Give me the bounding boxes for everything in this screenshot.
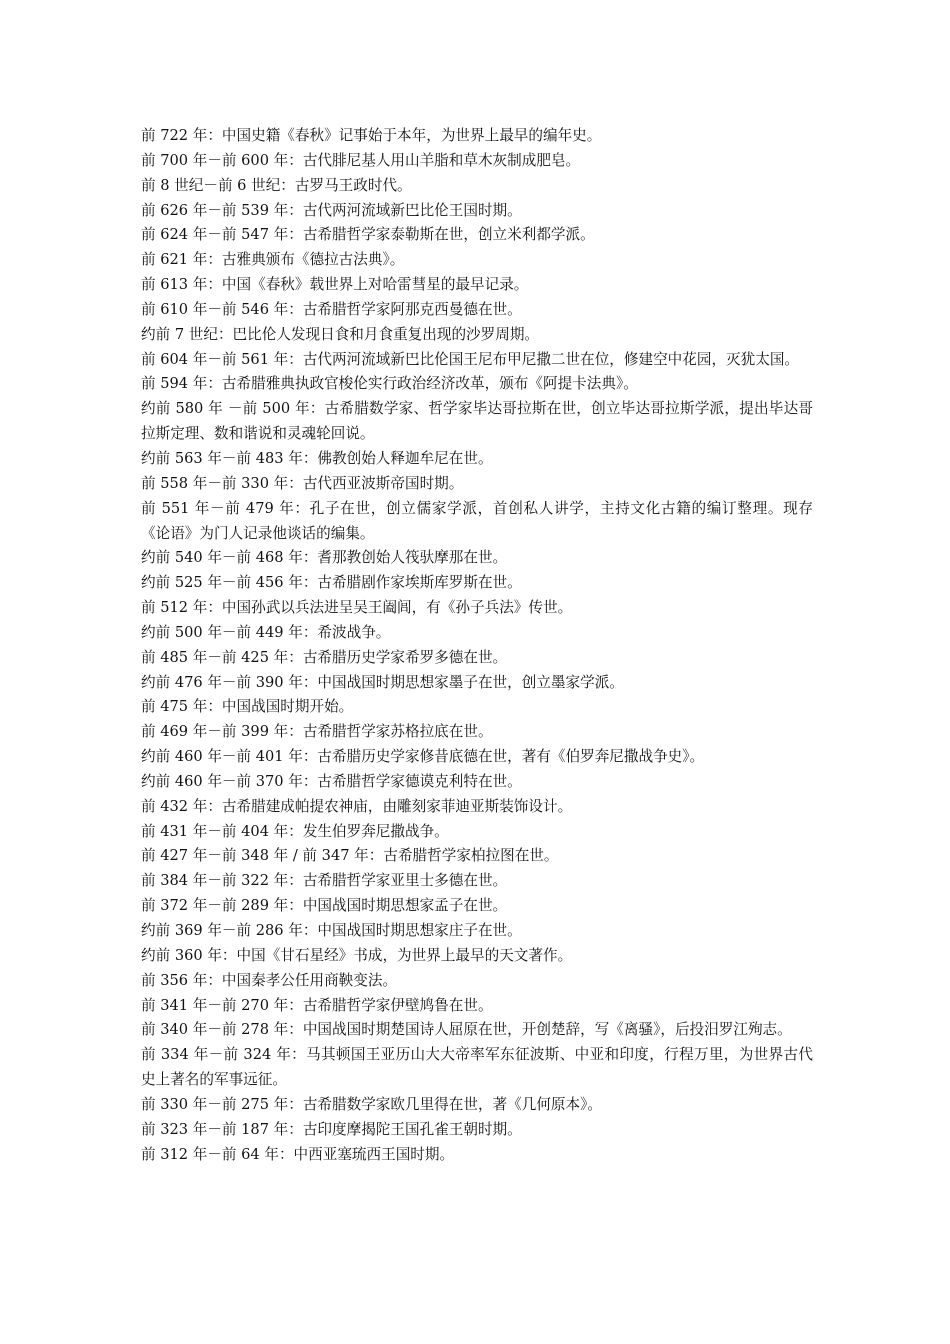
timeline-entry: 前 604 年－前 561 年：古代两河流域新巴比伦国王尼布甲尼撒二世在位，修建空中花园，灭犹太国。	[141, 350, 800, 368]
timeline-entry: 前 610 年－前 546 年：古希腊哲学家阿那克西曼德在世。	[141, 300, 522, 318]
timeline-entry: 前 330 年－前 275 年：古希腊数学家欧几里得在世，著《几何原本》。	[141, 1095, 602, 1113]
timeline-entry: 前 384 年－前 322 年：古希腊哲学家亚里士多德在世。	[141, 872, 508, 890]
timeline-entry: 约前 580 年 －前 500 年：古希腊数学家、哲学家毕达哥拉斯在世，创立毕达哥拉斯学派，提出毕达哥拉斯定理、数和谐说和灵魂轮回说。	[141, 400, 813, 443]
timeline-entry: 前 432 年：古希腊建成帕提农神庙，由雕刻家菲迪亚斯装饰设计。	[141, 797, 573, 815]
timeline-entry: 前 624 年－前 547 年：古希腊哲学家泰勒斯在世，创立米利都学派。	[141, 226, 595, 244]
timeline-entry: 前 469 年－前 399 年：古希腊哲学家苏格拉底在世。	[141, 723, 493, 741]
timeline-entry: 约前 360 年：中国《甘石星经》书成，为世界上最早的天文著作。	[141, 946, 573, 964]
timeline-entry: 前 558 年－前 330 年：古代西亚波斯帝国时期。	[141, 474, 464, 492]
timeline-entry: 前 427 年－前 348 年 / 前 347 年：古希腊哲学家柏拉图在世。	[141, 847, 559, 865]
timeline-entry: 前 626 年－前 539 年：古代两河流域新巴比伦王国时期。	[141, 201, 522, 219]
timeline-text	[141, 124, 813, 1167]
timeline-entry: 前 323 年－前 187 年：古印度摩揭陀王国孔雀王朝时期。	[141, 1120, 522, 1138]
timeline-entry: 前 334 年－前 324 年：马其顿国王亚历山大大帝率军东征波斯、中亚和印度，行程万里，为世界古代史上著名的军事远征。	[141, 1046, 813, 1089]
timeline-entry: 前 551 年－前 479 年：孔子在世，创立儒家学派，首创私人讲学，主持文化古籍的编订整理。现存《论语》为门人记录他谈话的编集。	[141, 499, 813, 542]
timeline-entry: 约前 369 年－前 286 年：中国战国时期思想家庄子在世。	[141, 922, 522, 939]
timeline-entry: 前 356 年：中国秦孝公任用商鞅变法。	[141, 971, 398, 989]
timeline-entry: 前 341 年－前 270 年：古希腊哲学家伊壁鸠鲁在世。	[141, 996, 493, 1014]
timeline-entry: 前 340 年－前 278 年：中国战国时期楚国诗人屈原在世，开创楚辞，写《离骚》，后投汨罗江殉志。	[141, 1021, 792, 1039]
timeline-entry: 前 512 年：中国孙武以兵法进呈吴王阖闾，有《孙子兵法》传世。	[141, 599, 573, 617]
timeline-entry: 约前 525 年－前 456 年：古希腊剧作家埃斯库罗斯在世。	[141, 574, 522, 592]
timeline-entry: 约前 476 年－前 390 年：中国战国时期思想家墨子在世，创立墨家学派。	[141, 673, 624, 691]
timeline-entry: 约前 7 世纪：巴比伦人发现日食和月食重复出现的沙罗周期。	[141, 325, 540, 343]
timeline-entry: 前 722 年：中国史籍《春秋》记事始于本年，为世界上最早的编年史。	[141, 127, 602, 144]
timeline-entry: 约前 500 年－前 449 年：希波战争。	[141, 623, 391, 641]
timeline-entry: 前 594 年：古希腊雅典执政官梭伦实行政治经济改革，颁布《阿提卡法典》。	[141, 375, 638, 393]
timeline-entry: 前 475 年：中国战国时期开始。	[141, 698, 354, 716]
timeline-entry: 前 431 年－前 404 年：发生伯罗奔尼撒战争。	[141, 822, 449, 840]
timeline-entry: 约前 563 年－前 483 年：佛教创始人释迦牟尼在世。	[141, 449, 493, 467]
timeline-entry: 前 485 年－前 425 年：古希腊历史学家希罗多德在世。	[141, 648, 508, 666]
timeline-entry: 前 372 年－前 289 年：中国战国时期思想家孟子在世。	[141, 897, 508, 915]
timeline-entry: 约前 540 年－前 468 年：耆那教创始人筏驮摩那在世。	[141, 549, 508, 567]
timeline-entry: 前 613 年：中国《春秋》载世界上对哈雷彗星的最早记录。	[141, 276, 529, 294]
timeline-entry: 前 621 年：古雅典颁布《德拉古法典》。	[141, 251, 405, 269]
timeline-entry: 前 700 年－前 600 年：古代腓尼基人用山羊脂和草木灰制成肥皂。	[141, 151, 581, 169]
timeline-entry: 约前 460 年－前 370 年：古希腊哲学家德谟克利特在世。	[141, 772, 522, 790]
timeline-entry: 前 8 世纪－前 6 世纪：古罗马王政时代。	[141, 176, 412, 194]
timeline-entry: 前 312 年－前 64 年：中西亚塞琉西王国时期。	[141, 1145, 455, 1163]
timeline-entry: 约前 460 年－前 401 年：古希腊历史学家修昔底德在世，著有《伯罗奔尼撒战争史》。	[141, 748, 705, 766]
